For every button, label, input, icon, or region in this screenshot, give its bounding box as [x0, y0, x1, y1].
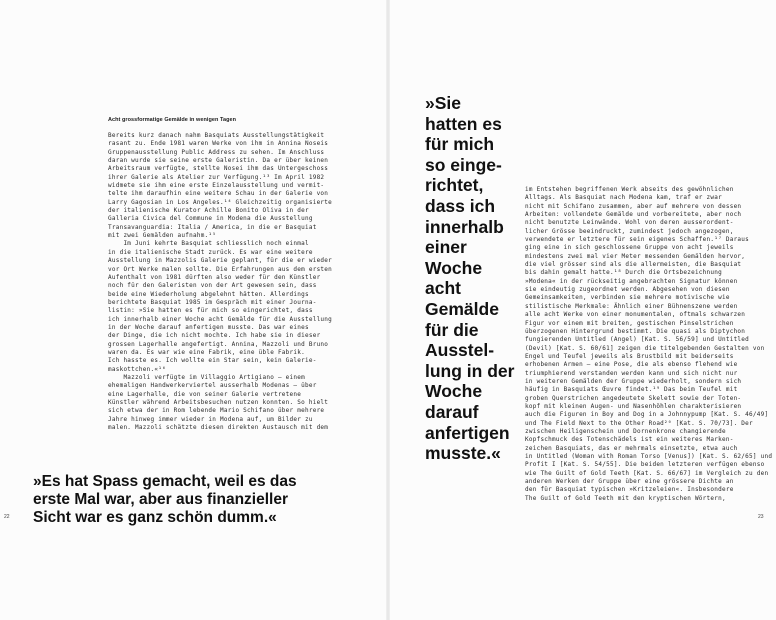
body-line: groben Querstrichen angedeutete Skelett sowie der Toten- — [525, 394, 742, 402]
quote-line: darauf — [425, 401, 479, 422]
body-line: Gemeinsamkeiten, verbinden sie mehrere motivische wie — [525, 294, 730, 302]
body-line: nicht mit Schifano zusammen, aber auf mehrere von dessen — [525, 202, 742, 210]
left-pull-quote — [33, 473, 353, 527]
quote-line: erste Mal war, aber aus finanzieller — [33, 491, 289, 508]
section-heading: Acht grossformatige Gemälde in wenigen Tagen — [108, 117, 237, 123]
body-line: The Guilt of Gold Teeth mit den kryptischen Wörtern, — [525, 494, 726, 502]
body-line: Aufenthalt von 1981 dürften also weder für den Künstler — [108, 273, 321, 281]
body-line: die viel grösser sind als die allermeisten, die Basquiat — [525, 261, 742, 269]
left-body-text — [108, 132, 333, 432]
body-line: häufig in Basquiats Œuvre findet.¹⁹ Das beim Teufel mit — [525, 386, 738, 394]
body-line: mit zwei Gemälden aufnahm.¹⁵ — [108, 232, 217, 240]
body-line: sie eindeutig zugeordnet werden. Abgesehen von diesen — [525, 286, 730, 294]
body-line: Ich hasste es. Ich wollte ein Star sein, kein Galerie- — [108, 357, 317, 365]
quote-line: anfertigen — [425, 422, 510, 443]
page-number-right: 23 — [758, 514, 764, 520]
body-line: anderen Werken der Gruppe über eine grössere Dichte an — [525, 478, 734, 486]
body-line: Figur vor einem mit breiten, gestischen Pinselstrichen — [525, 319, 734, 327]
body-line: beide eine Wiederholung abgelehnt hätten. Allerdings — [108, 290, 309, 298]
body-line: überzogenen Hintergrund bestimmt. Die quasi als Diptychon — [525, 327, 746, 335]
body-line: Gruppenausstellung Public Address zu sehen. Im Anschluss — [108, 148, 325, 156]
quote-line: dass ich — [425, 195, 496, 216]
body-line: waren da. Es war wie eine Fabrik, eine üble Fabrik. — [108, 348, 305, 356]
body-line: triumphierend verstanden werden kann und sich nicht nur — [525, 369, 738, 377]
body-line: Im Juni kehrte Basquiat schliesslich noch einmal — [108, 240, 309, 248]
body-line: eine Lagerhalle, die von seiner Galerie vertretene — [108, 390, 302, 398]
body-line: mindestens zwei mal vier Meter messenden Gemälden hervor, — [525, 252, 746, 260]
body-line: Mazzoli verfügte im Villaggio Artigiano – einem — [108, 373, 305, 381]
quote-line: »Es hat Spass gemacht, weil es das — [33, 473, 297, 490]
body-line: Larry Gagosian in Los Angeles.¹⁴ Gleichzeitig organisierte — [108, 198, 333, 206]
page-number-left: 22 — [4, 514, 10, 520]
body-line: auch die Figuren in Boy and Dog in a Johnnypump [Kat. S. 46/49] — [525, 411, 769, 419]
body-line: ging eine in sich geschlossene Gruppe von acht jeweils — [525, 244, 734, 252]
body-line: Transavanguardia: Italia / America, in die er Basquiat — [108, 223, 317, 231]
right-pull-quote — [425, 93, 525, 464]
body-line: Künstler während Arbeitsbesuchen nutzen konnten. So hielt — [108, 399, 329, 406]
body-line: zwischen Heiligenschein und Dornenkrone changierende — [525, 427, 726, 435]
body-line: noch für den Galeristen von der Art gewesen sein, dass — [108, 282, 317, 290]
right-body-text — [525, 186, 773, 503]
body-line: in der Woche darauf anfertigen musste. Das war eines — [108, 323, 309, 331]
body-line: verwendete er letztere für sein eigenes Schaffen.¹⁷ Daraus — [525, 236, 750, 244]
quote-line: Woche — [425, 257, 483, 278]
body-line: und The Field Next to the Other Road²⁰ [Kat. S. 70/73]. Der — [525, 419, 753, 427]
body-line: Bereits kurz danach nahm Basquiats Ausstellungstätigkeit — [108, 132, 325, 139]
quote-line: so einge- — [425, 154, 502, 175]
body-line: listin: »Sie hatten es für mich so eingerichtet, dass — [108, 307, 313, 315]
body-line: Engel und Teufel jeweils als Brustbild mit beiderseits — [525, 352, 734, 360]
body-line: Kopfschmuck des Totenschädels ist ein weiteres Marken- — [525, 436, 734, 444]
body-line: rasant zu. Ende 1981 waren Werke von ihm in Annina Noseis — [108, 140, 329, 148]
body-line: (Devil) [Kat. S. 60/61] zeigen die titelgebenden Gestalten von — [525, 344, 765, 352]
body-line: im Entstehen begriffenen Werk abseits des gewöhnlichen — [525, 186, 734, 193]
body-line: in die italienische Stadt zurück. Es war eine weitere — [108, 248, 313, 256]
quote-line: hatten es — [425, 113, 502, 134]
body-line: widmete sie ihm eine erste Einzelausstellung und vermit- — [108, 182, 325, 190]
body-line: kopf mit kleinen Augen- und Nasenhöhlen charakterisieren — [525, 402, 742, 410]
body-line: daran wurde sie seine erste Galeristin. Da er über keinen — [108, 157, 329, 165]
body-line: nicht benutzte Leinwände. Wohl von deren ausserordent- — [525, 219, 734, 227]
body-line: vor Ort Werke malen sollte. Die Erfahrungen aus dem ersten — [108, 265, 333, 273]
body-line: in Untitled (Woman with Roman Torso [Venus]) [Kat. S. 62/65] und — [525, 453, 773, 460]
body-line: Alltags. Als Basquiat nach Modena kam, traf er zwar — [525, 194, 722, 202]
body-line: Galleria Civica del Commune in Modena die Ausstellung — [108, 215, 313, 223]
body-line: maskottchen.«¹⁶ — [108, 365, 166, 373]
body-line: »Modena« in der rückseitig angebrachten Signatur können — [525, 277, 738, 285]
body-line: ihrer Galerie als Atelier zur Verfügung.¹³ Im April 1982 — [108, 173, 325, 181]
body-line: bis dahin gemalt hatte.¹⁸ Durch die Ortsbezeichnung — [525, 269, 722, 277]
body-line: stilistische Merkmale: Ähnlich einer Bühnenszene werden — [525, 302, 738, 310]
body-line: Jahre hinweg immer wieder in Modena auf, um Bilder zu — [108, 415, 313, 423]
body-line: malen. Mazzoli schätzte diesen direkten Austausch mit dem — [108, 424, 329, 432]
body-line: ich innerhalb einer Woche acht Gemälde für die Ausstellung — [108, 315, 333, 323]
body-line: zeichen Basquiats, das er mehrmals einsetzte, etwa auch — [525, 444, 738, 452]
body-line: licher Grösse beeindruckt, zumindest jedoch angezogen, — [525, 227, 734, 235]
quote-line: »Sie — [425, 93, 461, 113]
body-line: der italienische Kurator Achille Bonito Oliva in der — [108, 207, 309, 215]
body-line: sich etwa der in Rom lebende Mario Schifano über mehrere — [108, 407, 325, 415]
body-line: fungierenden Untitled (Angel) [Kat. S. 56/59] und Untitled — [525, 336, 750, 344]
body-line: Profit I [Kat. S. 54/55]. Die beiden letzteren verfügen ebenso — [525, 461, 765, 469]
book-gutter — [386, 0, 390, 620]
quote-line: für mich — [425, 134, 495, 155]
body-line: ehemaligen Handwerkerviertel ausserhalb Modenas – über — [108, 382, 317, 390]
body-line: Arbeitsraum verfügte, stellte Nosei ihm das Untergeschoss — [108, 165, 329, 173]
quote-line: Woche — [425, 381, 483, 402]
body-line: grossen Lagerhalle angefertigt. Annina, Mazzoli und Bruno — [108, 340, 329, 348]
quote-line: Ausstel- — [425, 340, 495, 361]
body-line: den für Basquiat typischen »Kritzeleien«. Insbesondere — [525, 486, 734, 494]
body-line: Arbeiten: vollendete Gemälde und vorbereitete, aber noch — [525, 211, 742, 219]
quote-line: lung in der — [425, 360, 515, 381]
quote-line: Sicht war es ganz schön dumm.« — [33, 509, 277, 526]
quote-line: musste.« — [425, 443, 501, 464]
body-line: wie The Guilt of Gold Teeth [Kat. S. 66/67] im Vergleich zu den — [525, 469, 769, 477]
quote-line: richtet, — [425, 175, 484, 196]
quote-line: für die — [425, 319, 479, 340]
body-line: in weiteren Gemälden der Gruppe wiederholt, sondern sich — [525, 377, 742, 385]
body-line: erhobenen Armen – eine Pose, die als ebenso flehend wie — [525, 361, 738, 369]
quote-line: einer — [425, 237, 467, 258]
body-line: Ausstellung in Mazzolis Galerie geplant, für die er wieder — [108, 257, 333, 265]
body-line: der Dinge, die ich nicht mochte. Ich habe sie in dieser — [108, 332, 321, 340]
quote-line: innerhalb — [425, 216, 504, 237]
quote-line: acht — [425, 278, 461, 299]
body-line: berichtete Basquiat 1985 im Gespräch mit einer Journa- — [108, 298, 317, 306]
body-line: alle acht Werke von einer monumentalen, oftmals schwarzen — [525, 311, 746, 319]
body-line: telte ihm daraufhin eine weitere Schau in der Galerie von — [108, 190, 329, 198]
quote-line: Gemälde — [425, 298, 499, 319]
